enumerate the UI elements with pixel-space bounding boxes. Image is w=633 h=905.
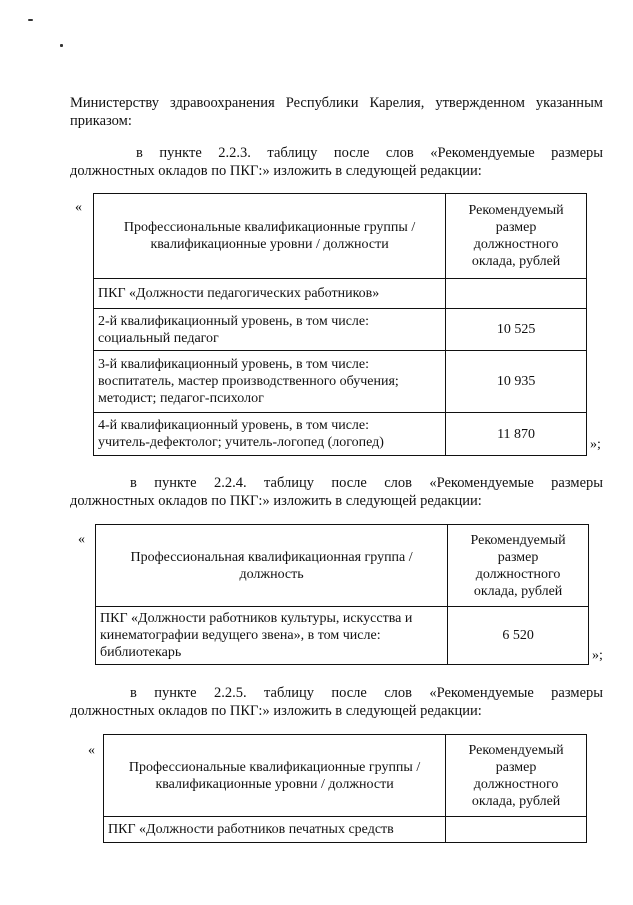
table-group-row: [104, 817, 587, 843]
table-group-row: [94, 279, 587, 309]
row-text-cell: [96, 607, 448, 665]
header-salary-line-4: оклада, рублей: [473, 583, 563, 599]
section-3-paragraph: [70, 684, 603, 720]
header-groups-line-1: Профессиональные квалификационные группы /: [123, 220, 416, 235]
scan-speck: [60, 44, 63, 47]
header-salary-cell: [446, 194, 587, 279]
quote-open: «: [78, 532, 85, 547]
row-text-cell: [94, 309, 446, 351]
row-text-line: ПКГ «Должности работников культуры, искусства и: [100, 611, 413, 626]
header-salary-line-3: должностного: [473, 776, 559, 792]
header-salary-line-4: оклада, рублей: [471, 793, 561, 809]
header-salary-line-4: оклада, рублей: [471, 254, 561, 269]
header-salary-line-1: Рекомендуемый: [470, 532, 566, 548]
section-2-line-1: в пункте 2.2.4. таблицу после слов «Рекомендуемые размеры: [130, 475, 603, 491]
header-groups-line-2: квалификационные уровни / должности: [155, 776, 394, 792]
quote-open: «: [75, 200, 82, 215]
group-cell: ПКГ «Должности работников печатных средств: [104, 817, 446, 843]
row-text-cell: [94, 351, 446, 413]
intro-line-1: Министерству здравоохранения Республики Карелия, утвержденном указанным: [70, 95, 603, 111]
table-header-row: [96, 525, 589, 607]
row-text-line: 2-й квалификационный уровень, в том числе:: [98, 313, 370, 329]
header-groups-cell: [104, 735, 446, 817]
section-1-line-1: в пункте 2.2.3. таблицу после слов «Рекомендуемые размеры: [136, 145, 603, 161]
row-text-line: воспитатель, мастер производственного обучения;: [98, 374, 399, 389]
table-section-3: [103, 734, 587, 843]
intro-paragraph: [70, 94, 603, 130]
intro-line-2: приказом:: [70, 113, 132, 129]
header-salary-line-1: Рекомендуемый: [468, 742, 564, 758]
row-value-cell: 10 935: [446, 351, 587, 413]
table-row: [94, 413, 587, 456]
section-2-paragraph: [70, 474, 603, 510]
table-section-1: [93, 193, 587, 456]
table-header-row: [104, 735, 587, 817]
table-header-row: [94, 194, 587, 279]
section-1-paragraph: [70, 144, 603, 180]
header-groups-line-1: Профессиональная квалификационная группа /: [130, 549, 413, 565]
group-value-cell: [446, 817, 587, 843]
row-text-cell: [94, 413, 446, 456]
row-text-line: 4-й квалификационный уровень, в том числе:: [98, 418, 370, 433]
section-3-line-1: в пункте 2.2.5. таблицу после слов «Рекомендуемые размеры: [130, 685, 603, 701]
header-groups-cell: [96, 525, 448, 607]
header-salary-line-2: размер: [495, 759, 537, 775]
header-groups-line-1: Профессиональные квалификационные группы /: [128, 759, 421, 775]
group-value-cell: [446, 279, 587, 309]
header-groups-cell: [94, 194, 446, 279]
table-section-2: [95, 524, 589, 665]
row-text-line: 3-й квалификационный уровень, в том числе:: [98, 357, 370, 372]
row-text-line: учитель-дефектолог; учитель-логопед (логопед): [98, 435, 384, 450]
header-salary-cell: [448, 525, 589, 607]
header-groups-line-2: должность: [239, 566, 304, 582]
row-value-cell: 6 520: [448, 607, 589, 665]
header-groups-line-2: квалификационные уровни / должности: [150, 237, 389, 252]
section-1-line-2: должностных окладов по ПКГ:» изложить в следующей редакции:: [70, 163, 482, 179]
header-salary-line-1: Рекомендуемый: [468, 203, 564, 218]
header-salary-line-2: размер: [495, 220, 537, 235]
section-2-line-2: должностных окладов по ПКГ:» изложить в следующей редакции:: [70, 493, 482, 509]
scan-speck: [28, 19, 33, 21]
quote-close: »;: [592, 648, 603, 663]
header-salary-line-3: должностного: [475, 566, 561, 582]
row-value-cell: 10 525: [446, 309, 587, 351]
table-row: [94, 309, 587, 351]
group-cell: ПКГ «Должности педагогических работников»: [94, 279, 446, 309]
table-row: [96, 607, 589, 665]
row-text-line: кинематографии ведущего звена», в том числе:: [100, 628, 381, 643]
row-value-cell: 11 870: [446, 413, 587, 456]
row-text-line: социальный педагог: [98, 330, 219, 346]
row-text-line: методист; педагог-психолог: [98, 391, 264, 406]
header-salary-cell: [446, 735, 587, 817]
quote-close: »;: [590, 437, 601, 452]
row-text-line: библиотекарь: [100, 645, 182, 660]
header-salary-line-3: должностного: [473, 237, 559, 252]
section-3-line-2: должностных окладов по ПКГ:» изложить в следующей редакции:: [70, 703, 482, 719]
table-row: [94, 351, 587, 413]
quote-open: «: [88, 743, 95, 758]
header-salary-line-2: размер: [497, 549, 539, 565]
